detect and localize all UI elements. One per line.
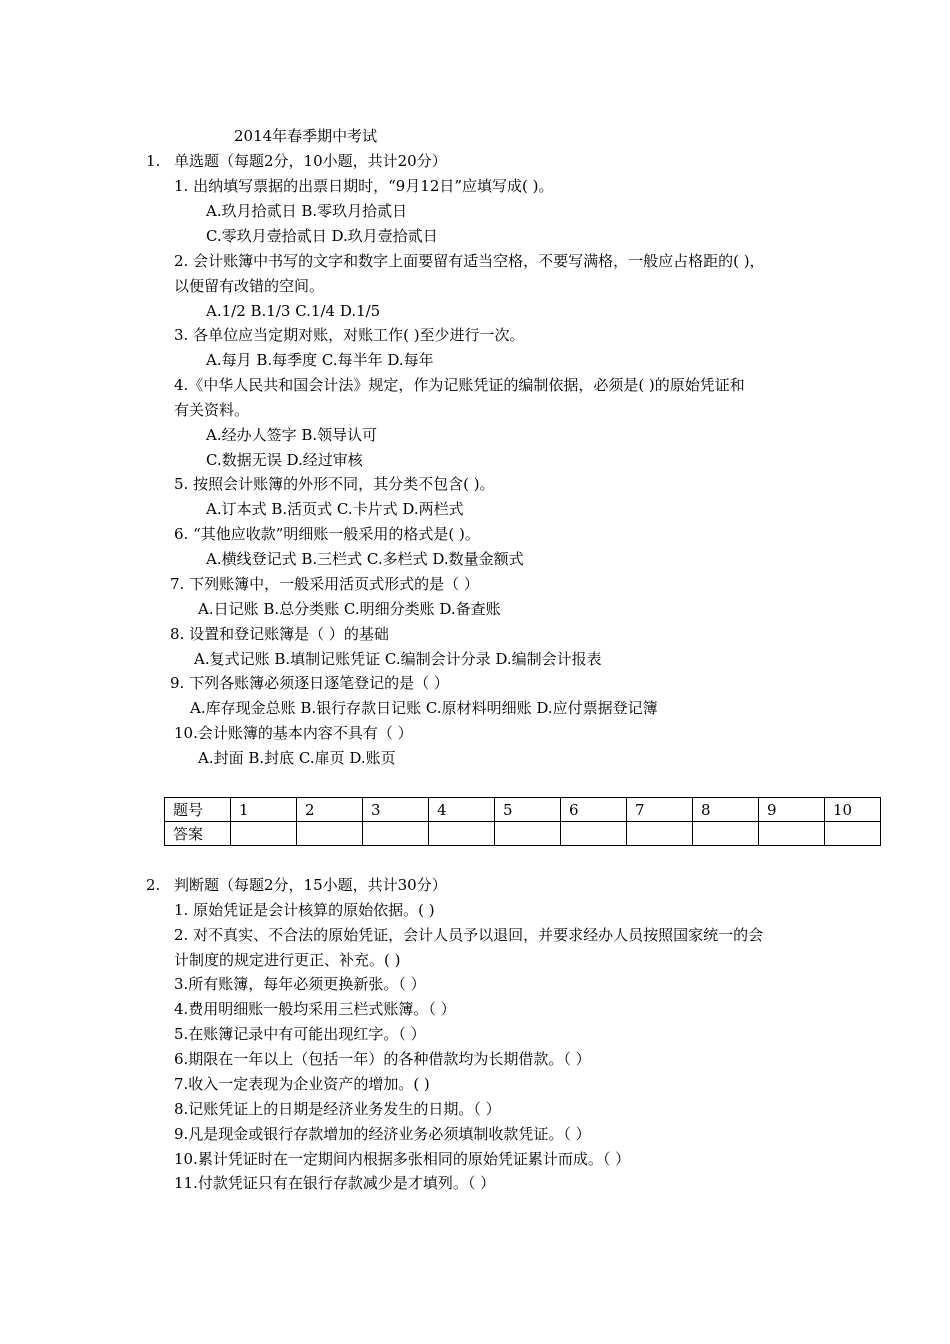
question-4-options: A.经办人签字 B.领导认可	[206, 426, 378, 444]
answer-table-number-row	[165, 798, 881, 822]
question-10-options: A.封面 B.封底 C.扉页 D.账页	[198, 749, 396, 767]
question-3-text: 3. 各单位应当定期对账，对账工作( )至少进行一次。	[174, 326, 525, 344]
page-title: 2014年春季期中考试	[234, 127, 378, 145]
answer-table-answer-row	[165, 822, 881, 846]
section-2-heading: 判断题（每题2分，15小题，共计30分）	[174, 876, 447, 894]
question-2-text: 2. 会计账簿中书写的文字和数字上面要留有适当空格，不要写满格，一般应占格距的( )，	[174, 252, 765, 270]
question-number-cell: 9	[759, 798, 825, 822]
answer-cell[interactable]	[825, 822, 881, 846]
judgment-item: 7.收入一定表现为企业资产的增加。( )	[174, 1075, 430, 1093]
question-10-text: 10.会计账簿的基本内容不具有（ ）	[174, 724, 413, 742]
question-4-text: 4.《中华人民共和国会计法》规定，作为记账凭证的编制依据，必须是( )的原始凭证和	[174, 376, 745, 394]
question-4-text: 有关资料。	[174, 401, 250, 419]
table-header-label: 题号	[165, 798, 231, 822]
judgment-item: 11.付款凭证只有在银行存款减少是才填列。（ ）	[174, 1174, 496, 1192]
answer-cell[interactable]	[693, 822, 759, 846]
judgment-item: 5.在账簿记录中有可能出现红字。（ ）	[174, 1025, 426, 1043]
judgment-item: 10.累计凭证时在一定期间内根据多张相同的原始凭证累计而成。（ ）	[174, 1150, 631, 1168]
question-5-text: 5. 按照会计账簿的外形不同，其分类不包含( )。	[174, 475, 495, 493]
answer-cell[interactable]	[231, 822, 297, 846]
section-1-heading: 单选题（每题2分，10小题，共计20分）	[174, 152, 447, 170]
question-number-cell: 1	[231, 798, 297, 822]
judgment-item: 6.期限在一年以上（包括一年）的各种借款均为长期借款。（ ）	[174, 1050, 591, 1068]
question-1-options: C.零玖月壹拾贰日 D.玖月壹拾贰日	[206, 227, 438, 245]
judgment-item: 3.所有账簿，每年必须更换新张。（ ）	[174, 975, 426, 993]
judgment-item: 9.凡是现金或银行存款增加的经济业务必须填制收款凭证。（ ）	[174, 1125, 591, 1143]
section-1-number: 1.	[146, 152, 161, 170]
question-5-options: A.订本式 B.活页式 C.卡片式 D.两栏式	[206, 500, 464, 518]
answer-table	[164, 797, 881, 846]
answer-cell[interactable]	[627, 822, 693, 846]
question-6-options: A.横线登记式 B.三栏式 C.多栏式 D.数量金额式	[206, 550, 524, 568]
table-answer-label: 答案	[165, 822, 231, 846]
answer-cell[interactable]	[561, 822, 627, 846]
question-number-cell: 6	[561, 798, 627, 822]
question-6-text: 6. “其他应收款”明细账一般采用的格式是( )。	[174, 525, 480, 543]
answer-cell[interactable]	[297, 822, 363, 846]
judgment-item: 2. 对不真实、不合法的原始凭证，会计人员予以退回，并要求经办人员按照国家统一的会	[174, 926, 764, 944]
question-7-text: 7. 下列账簿中，一般采用活页式形式的是（ ）	[170, 575, 479, 593]
question-7-options: A.日记账 B.总分类账 C.明细分类账 D.备查账	[198, 600, 501, 618]
question-number-cell: 7	[627, 798, 693, 822]
judgment-item: 8.记账凭证上的日期是经济业务发生的日期。（ ）	[174, 1100, 501, 1118]
question-1-options: A.玖月拾贰日 B.零玖月拾贰日	[206, 202, 408, 220]
question-2-options: A.1/2 B.1/3 C.1/4 D.1/5	[206, 302, 381, 320]
question-2-text: 以便留有改错的空间。	[174, 277, 325, 295]
answer-cell[interactable]	[429, 822, 495, 846]
question-3-options: A.每月 B.每季度 C.每半年 D.每年	[206, 351, 434, 369]
answer-cell[interactable]	[363, 822, 429, 846]
answer-cell[interactable]	[759, 822, 825, 846]
question-number-cell: 2	[297, 798, 363, 822]
judgment-item: 4.费用明细账一般均采用三栏式账簿。（ ）	[174, 1000, 456, 1018]
question-number-cell: 10	[825, 798, 881, 822]
question-9-text: 9. 下列各账簿必须逐日逐笔登记的是（ ）	[170, 674, 449, 692]
judgment-item: 计制度的规定进行更正、补充。( )	[174, 951, 401, 969]
question-4-options: C.数据无误 D.经过审核	[206, 451, 363, 469]
question-number-cell: 5	[495, 798, 561, 822]
question-number-cell: 3	[363, 798, 429, 822]
section-2-number: 2.	[146, 876, 161, 894]
answer-cell[interactable]	[495, 822, 561, 846]
judgment-item: 1. 原始凭证是会计核算的原始依据。( )	[174, 901, 435, 919]
question-8-text: 8. 设置和登记账簿是（ ）的基础	[170, 625, 389, 643]
question-9-options: A.库存现金总账 B.银行存款日记账 C.原材料明细账 D.应付票据登记簿	[190, 699, 658, 717]
question-8-options: A.复式记账 B.填制记账凭证 C.编制会计分录 D.编制会计报表	[194, 650, 602, 668]
question-1-text: 1. 出纳填写票据的出票日期时，“9月12日”应填写成( )。	[174, 177, 554, 195]
question-number-cell: 8	[693, 798, 759, 822]
question-number-cell: 4	[429, 798, 495, 822]
